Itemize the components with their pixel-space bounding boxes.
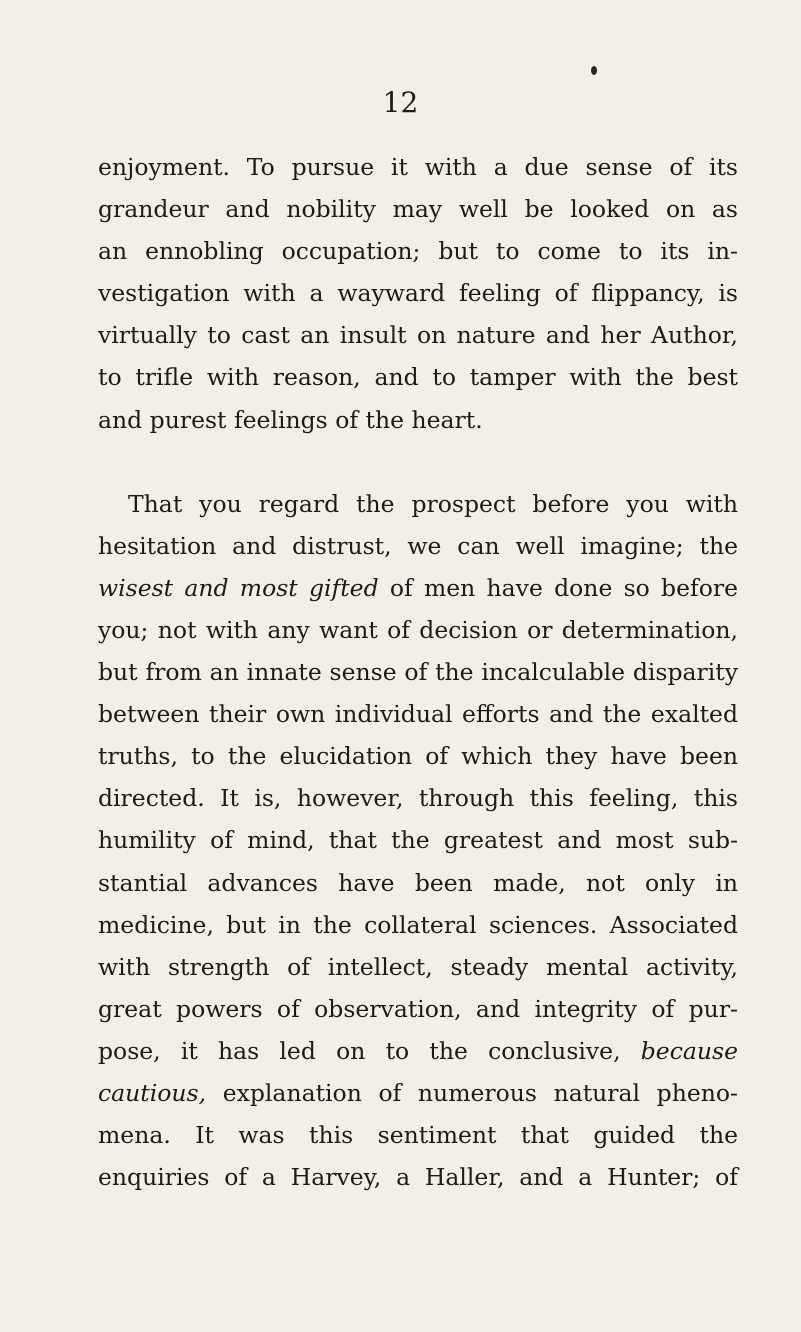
text-line: enquiries of a Harvey, a Haller, and a Hunter; of <box>98 1163 738 1192</box>
text-run: of men have done so before <box>378 573 738 602</box>
italic-phrase: because <box>640 1036 738 1065</box>
text-line: between their own individual efforts and the exalted <box>98 700 738 729</box>
text-line: and purest feelings of the heart. <box>98 405 483 434</box>
text-line: an ennobling occupation; but to come to its in- <box>98 237 738 266</box>
text-line: grandeur and nobility may well be looked on as <box>98 195 738 224</box>
italic-phrase: wisest and most gifted <box>98 573 379 602</box>
text-line: directed. It is, however, through this feeling, this <box>98 784 738 813</box>
text-line: humility of mind, that the greatest and most sub- <box>98 826 738 855</box>
text-line-mixed <box>98 1030 738 1072</box>
text-line: That you regard the prospect before you with <box>128 489 738 518</box>
text-line-mixed <box>98 567 738 609</box>
text-line: stantial advances have been made, not only in <box>98 868 738 897</box>
paragraph-gap <box>98 441 738 483</box>
text-line: virtually to cast an insult on nature and her Author, <box>98 321 738 350</box>
text-line: to trifle with reason, and to tamper with the best <box>98 363 738 392</box>
text-line: you; not with any want of decision or determination, <box>98 615 738 644</box>
text-line: great powers of observation, and integrity of pur- <box>98 994 738 1023</box>
text-line-mixed <box>98 1072 738 1114</box>
ink-speck <box>591 66 597 75</box>
text-line: truths, to the elucidation of which they have been <box>98 742 738 771</box>
text-run: pose, it has led on to the conclusive, <box>98 1036 641 1065</box>
text-line: mena. It was this sentiment that guided the <box>98 1121 738 1150</box>
italic-phrase: cautious, <box>98 1078 207 1107</box>
text-line: vestigation with a wayward feeling of flippancy, is <box>98 279 738 308</box>
text-line: with strength of intellect, steady mental activity, <box>98 952 738 981</box>
page-number: 12 <box>382 86 419 119</box>
body-text <box>98 146 738 1198</box>
text-line: enjoyment. To pursue it with a due sense of its <box>98 153 738 181</box>
text-line: hesitation and distrust, we can well imagine; the <box>98 531 738 560</box>
text-line: but from an innate sense of the incalculable disparity <box>98 658 738 687</box>
text-line: medicine, but in the collateral sciences. Associated <box>98 910 738 939</box>
text-run: explanation of numerous natural pheno- <box>206 1078 738 1107</box>
